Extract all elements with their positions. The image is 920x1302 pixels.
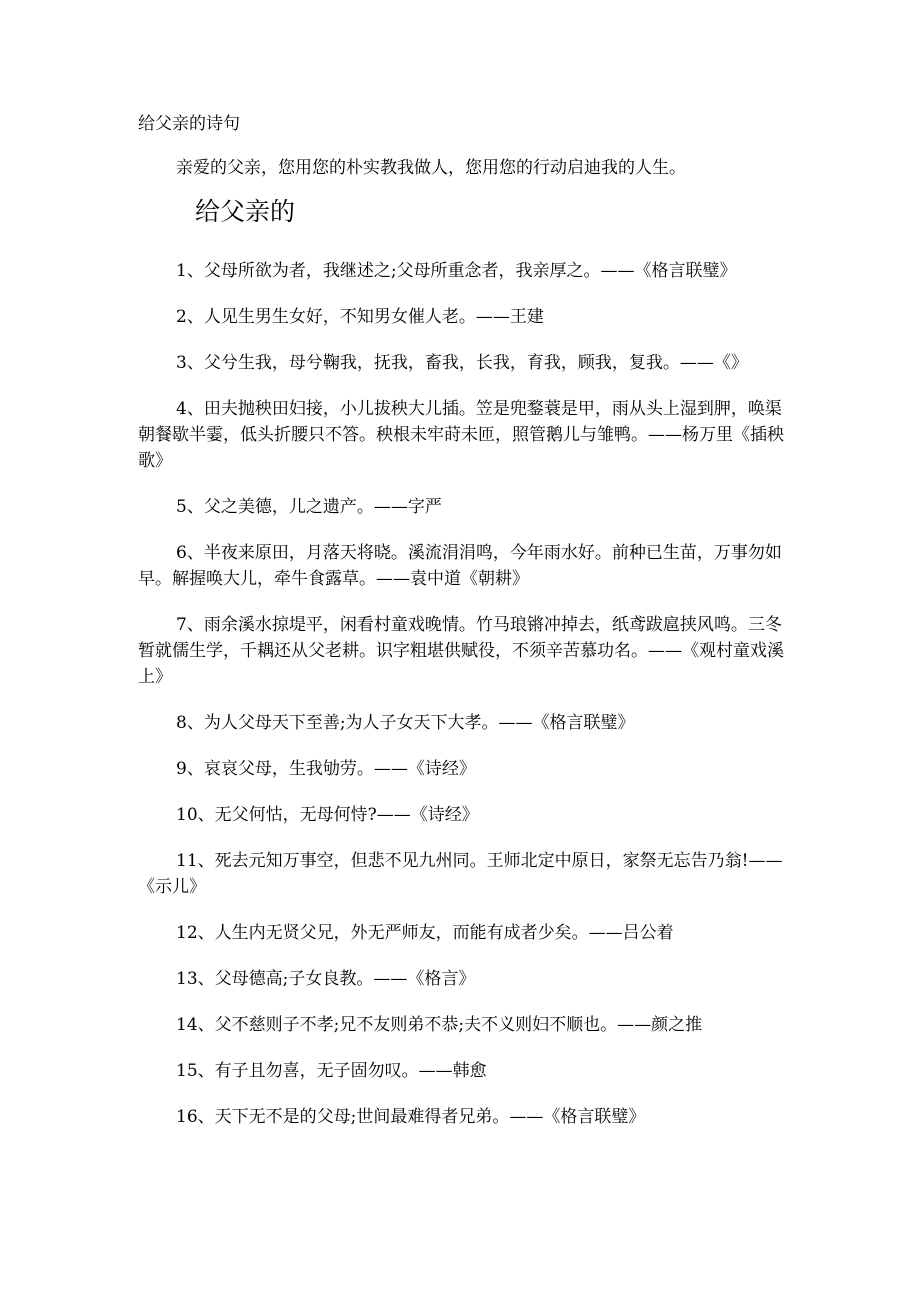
quote-item-16: 16、天下无不是的父母;世间最难得者兄弟。——《格言联璧》 [176, 1107, 646, 1127]
quote-item-3: 3、父兮生我，母兮鞠我，抚我，畜我，长我，育我，顾我，复我。——《》 [176, 353, 748, 373]
quote-item-14: 14、父不慈则子不孝;兄不友则弟不恭;夫不义则妇不顺也。——颜之推 [176, 1015, 703, 1035]
quote-item-7: 7、雨余溪水掠堤平，闲看村童戏晚情。竹马琅锵冲掉去，纸鸢跋扈挟风鸣。三冬暂就儒生学，千耦还从父老耕。识字粗堪供赋役，不须辛苦慕功名。——《观村童戏溪上》 [138, 615, 784, 687]
quote-item-1: 1、父母所欲为者，我继述之;父母所重念者，我亲厚之。——《格言联璧》 [176, 261, 737, 281]
quote-list [138, 258, 788, 1150]
quote-item-4: 4、田夫抛秧田妇接，小儿拔秧大儿插。笠是兜鍪蓑是甲，雨从头上湿到胛，唤渠朝餐歇半霎，低头折腰只不答。秧根未牢莳未匝，照管鹅儿与雏鸭。——杨万里《插秧歌》 [138, 399, 784, 471]
quote-item-2: 2、人见生男生女好，不知男女催人老。——王建 [176, 307, 544, 327]
quote-item-10: 10、无父何怙，无母何恃?——《诗经》 [176, 805, 479, 825]
quote-item-8: 8、为人父母天下至善;为人子女天下大孝。——《格言联璧》 [176, 713, 635, 733]
quote-item-15: 15、有子且勿喜，无子固勿叹。——韩愈 [176, 1061, 487, 1081]
quote-item-6: 6、半夜来原田，月落天将晓。溪流涓涓鸣，今年雨水好。前种已生苗，万事勿如早。解握唤大儿，牵牛食露草。——袁中道《朝耕》 [138, 543, 782, 589]
section-heading: 给父亲的 [195, 197, 296, 226]
quote-item-13: 13、父母德高;子女良教。——《格言》 [176, 969, 476, 989]
quote-item-9: 9、哀哀父母，生我劬劳。——《诗经》 [176, 759, 476, 779]
quote-item-5: 5、父之美德，儿之遗产。——字严 [176, 497, 442, 517]
intro-paragraph: 亲爱的父亲，您用您的朴实教我做人，您用您的行动启迪我的人生。 [176, 158, 686, 178]
quote-item-12: 12、人生内无贤父兄，外无严师友，而能有成者少矣。——吕公着 [176, 923, 674, 943]
document-title: 给父亲的诗句 [138, 114, 240, 134]
quote-item-11: 11、死去元知万事空，但悲不见九州同。王师北定中原日，家祭无忘告乃翁!——《示儿》 [138, 851, 783, 897]
